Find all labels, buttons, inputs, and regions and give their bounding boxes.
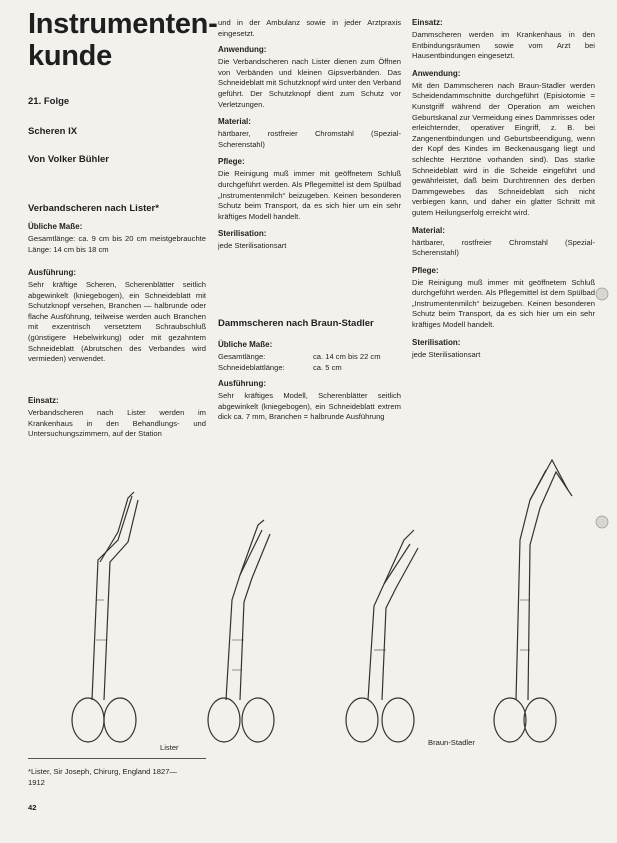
pflege-label: Pflege: xyxy=(412,265,439,275)
section-heading-lister: Verbandscheren nach Lister* xyxy=(28,203,159,214)
masse-label: Übliche Maße: xyxy=(218,340,273,349)
material-text: härtbarer, rostfreier Chromstahl (Spezial-Scherenstahl) xyxy=(412,237,595,258)
einsatz-text: Dammscheren werden im Krankenhaus in den Entbindungsräumen sowie vom Arzt bei Hausentbindungen eingesetzt. xyxy=(412,30,595,61)
material-text: härtbarer, rostfreier Chromstahl (Spezial-Scherenstahl) xyxy=(218,129,401,149)
title-line-1: Instrumenten- xyxy=(28,8,218,40)
binding-hole-top xyxy=(596,288,608,300)
schneid-label: Schneideblattlänge: xyxy=(218,362,285,372)
caption-lister: Lister xyxy=(160,743,179,752)
material-label: Material: xyxy=(218,117,251,127)
gesamt-label: Gesamtlänge: xyxy=(218,352,266,361)
pflege-text: Die Reinigung muß immer mit geöffnetem Schluß durchgeführt werden. Als Pflegemittel ist dem Spülbad „Instrumentenmilch“ beizugeben. Keinen besonderen Schutz beim Transport, da es sich hier um ein sehr kräftiges Modell handelt. xyxy=(412,277,595,330)
subject-heading: Scheren IX xyxy=(28,126,78,137)
ausfuehrung-label: Ausführung: xyxy=(218,379,266,389)
lister-scissors-2 xyxy=(208,520,274,742)
caption-braun-stadler: Braun-Stadler xyxy=(428,738,475,747)
pflege-text: Die Reinigung muß immer mit geöffnetem Schluß durchgeführt werden. Als Pflegemittel ist dem Spülbad „Instrumentenmilch“ beizugeben. Keinen besonderen Schutz beim Transport, da es sich hier um ein sehr kräftiges Modell handelt. xyxy=(218,169,401,221)
schneid-value: ca. 5 cm xyxy=(313,362,342,372)
anwendung-label: Anwendung: xyxy=(218,45,267,55)
braun-stadler-scissors-1 xyxy=(346,530,418,742)
ausfuehrung-text: Sehr kräftiges Modell, Scherenblätter seitlich abgewinkelt (kniegebogen), ein Schneideblatt extrem dick ca. 7 mm, Branchen = halbrunde Ausführung xyxy=(218,391,401,422)
masse-label: Übliche Maße: xyxy=(28,222,83,231)
lister-scissors-1 xyxy=(72,492,138,742)
anwendung-label: Anwendung: xyxy=(412,68,461,78)
sterilisation-label: Sterilisation: xyxy=(218,229,267,239)
sterilisation-text: jede Sterilisationsart xyxy=(218,241,287,251)
einsatz-label: Einsatz: xyxy=(412,18,443,27)
sterilisation-label: Sterilisation: xyxy=(412,337,461,347)
material-label: Material: xyxy=(412,225,445,235)
masse-text: Gesamtlänge: ca. 9 cm bis 20 cm meistgebrauchte Länge: 14 cm bis 18 cm xyxy=(28,234,206,254)
ausfuehrung-label: Ausführung: xyxy=(28,268,76,277)
gesamt-value: ca. 14 cm bis 22 cm xyxy=(313,352,381,361)
binding-hole-bottom xyxy=(596,516,608,528)
einsatz-text: Verbandscheren nach Lister werden im Krankenhaus in den Behandlungs- und Untersuchungszimmern, auf der Station xyxy=(28,408,206,439)
anwendung-text: Mit den Dammscheren nach Braun-Stadler werden Scheidendammschnitte durchgeführt (Episiotomie = Kunstgriff während der Operation am weichen Geburtskanal zur Vermeidung eines Dammrisses oder erleichternder, operativer Eingriff, z. B. bei Zangenentbindungen und Geburtsbeendigung, wenn der Kopf des Kindes im Beckenausgang liegt und schlechte Herztöne vorhanden sind). Das starke Schneideblatt wird in die Scheide eingeführt und gewährleistet, daß beim Durchtrennen des derben Dammgewebes das Schneideblatt sich nicht verbiegen kann, und daher ein glatter Schnitt mit gutem Heilungserfolg erreicht wird. xyxy=(412,80,595,217)
einsatz-label: Einsatz: xyxy=(28,396,59,405)
series-number: 21. Folge xyxy=(28,96,70,107)
pflege-label: Pflege: xyxy=(218,157,245,167)
sterilisation-text: jede Sterilisationsart xyxy=(412,349,481,359)
title-line-2: kunde xyxy=(28,40,112,72)
braun-stadler-scissors-2 xyxy=(494,460,572,742)
page-number: 42 xyxy=(28,803,37,812)
anwendung-text: Die Verbandscheren nach Lister dienen zum Öffnen von Verbänden und kleinen Gipsverbänden. Das Schneideblatt mit Schutzknopf wird unter den Verband geführt. Der Schutzknopf dient zum Schutz vor Verletzungen. xyxy=(218,57,401,109)
footnote: *Lister, Sir Joseph, Chirurg, England 1827—1912 xyxy=(28,767,178,787)
ausfuehrung-text: Sehr kräftige Scheren, Scherenblätter seitlich abgewinkelt (kniegebogen), ein Schneideblatt mit Schutzknopf versehen, Branchen — halbrunde oder flache Ausführung, teilweise werden auch Branchen mit exzentrisch versetztem Schraubschluß (günstigere Hebelwirkung) oder mit gezahntem Schneideblatt (Abrutschen des Verbandes wird vermieden) verwendet. xyxy=(28,280,206,364)
einsatz-continued-text: und in der Ambulanz sowie in jeder Arztpraxis eingesetzt. xyxy=(218,18,401,38)
section-heading-braun: Dammscheren nach Braun-Stadler xyxy=(218,318,374,329)
author-line: Von Volker Bühler xyxy=(28,154,109,165)
